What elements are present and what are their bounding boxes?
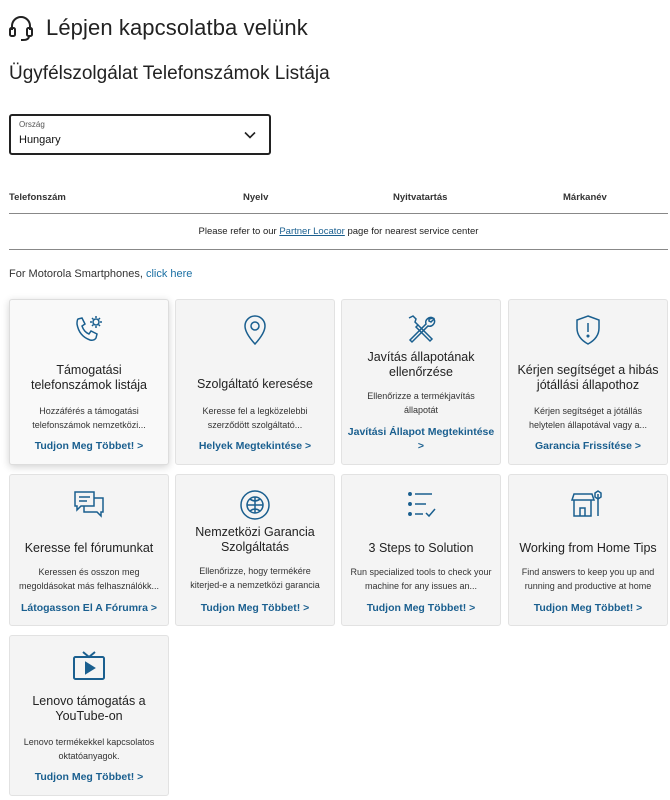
card-title: Working from Home Tips xyxy=(519,541,657,555)
notice-text-after: page for nearest service center xyxy=(344,226,479,237)
card-link[interactable]: Tudjon Meg Többet! > xyxy=(200,602,310,614)
shield-alert-icon xyxy=(571,313,605,347)
card-title: Kérjen segítséget a hibás jótállási állapothoz xyxy=(517,363,659,392)
card-support-phone-list[interactable] xyxy=(9,299,169,465)
card-youtube[interactable] xyxy=(9,635,169,796)
card-link[interactable]: Helyek Megtekintése > xyxy=(198,440,312,452)
col-hours: Nyitvatartás xyxy=(393,192,448,203)
table-notice-row xyxy=(9,214,668,250)
page-header xyxy=(8,14,308,42)
card-link[interactable]: Tudjon Meg Többet! > xyxy=(533,602,643,614)
card-description: Ellenőrizze a termékjavítás állapotát xyxy=(367,391,475,415)
section-subtitle: Ügyfélszolgálat Telefonszámok Listája xyxy=(9,63,330,84)
tools-icon xyxy=(404,313,438,347)
steps-list-icon xyxy=(404,488,438,522)
chevron-down-icon xyxy=(243,128,257,142)
notice-text-before: Please refer to our xyxy=(198,226,280,237)
card-international-warranty[interactable] xyxy=(175,474,335,626)
country-select-label: Ország xyxy=(19,120,45,129)
home-office-icon xyxy=(571,488,605,522)
card-work-from-home[interactable] xyxy=(508,474,668,626)
card-link[interactable]: Tudjon Meg Többet! > xyxy=(34,771,144,783)
card-description: Keresse fel a legközelebbi szerződött szolgáltató... xyxy=(202,406,308,430)
card-title: Lenovo támogatás a YouTube-on xyxy=(32,694,146,723)
phone-table-header xyxy=(9,186,668,214)
card-description: Hozzáférés a támogatási telefonszámok nemzetközi... xyxy=(32,406,146,430)
card-link[interactable]: Látogasson El A Fórumra > xyxy=(20,602,158,614)
card-description: Find answers to keep you up and running and productive at home xyxy=(521,567,655,591)
card-forum[interactable] xyxy=(9,474,169,626)
card-title: Javítás állapotának ellenőrzése xyxy=(367,350,475,379)
card-description: Keressen és osszon meg megoldásokat más felhasználókk... xyxy=(18,567,160,591)
headset-icon xyxy=(8,14,34,42)
page-title: Lépjen kapcsolatba velünk xyxy=(46,15,308,40)
card-title: Szolgáltató keresése xyxy=(196,377,314,391)
card-link[interactable]: Garancia Frissítése > xyxy=(535,440,641,452)
card-description: Kérjen segítséget a jótállás helytelen állapotával vagy a... xyxy=(528,406,648,430)
card-link[interactable]: Javítási Állapot Megtekintése > xyxy=(347,426,495,452)
card-description: Run specialized tools to check your machine for any issues an... xyxy=(350,567,492,591)
partner-locator-link[interactable]: Partner Locator xyxy=(279,226,345,237)
tv-play-icon xyxy=(72,649,106,683)
card-description: Ellenőrizze, hogy termékére kiterjed-e a nemzetközi garancia xyxy=(190,566,320,590)
card-provider-search[interactable] xyxy=(175,299,335,465)
motorola-click-here-link[interactable]: click here xyxy=(145,268,193,280)
country-select-value: Hungary xyxy=(19,134,61,146)
card-description: Lenovo termékekkel kapcsolatos oktatóanyagok. xyxy=(23,737,155,761)
globe-badge-icon xyxy=(238,488,272,522)
col-brand: Márkanév xyxy=(563,192,607,203)
card-title: Támogatási telefonszámok listája xyxy=(30,363,148,392)
card-repair-status[interactable] xyxy=(341,299,501,465)
forum-chat-icon xyxy=(72,488,106,522)
location-pin-icon xyxy=(238,313,272,347)
country-select[interactable] xyxy=(9,114,271,155)
card-link[interactable]: Tudjon Meg Többet! > xyxy=(366,602,476,614)
card-three-steps[interactable] xyxy=(341,474,501,626)
card-title: Nemzetközi Garancia Szolgáltatás xyxy=(195,525,315,554)
card-warranty-help[interactable] xyxy=(508,299,668,465)
col-phone: Telefonszám xyxy=(9,192,66,203)
col-language: Nyelv xyxy=(243,192,269,203)
motorola-line xyxy=(9,268,192,280)
phone-gear-icon xyxy=(72,313,106,347)
card-link[interactable]: Tudjon Meg Többet! > xyxy=(34,440,144,452)
motorola-text: For Motorola Smartphones, xyxy=(9,268,146,280)
card-title: Keresse fel fórumunkat xyxy=(24,541,154,555)
card-title: 3 Steps to Solution xyxy=(368,541,474,555)
